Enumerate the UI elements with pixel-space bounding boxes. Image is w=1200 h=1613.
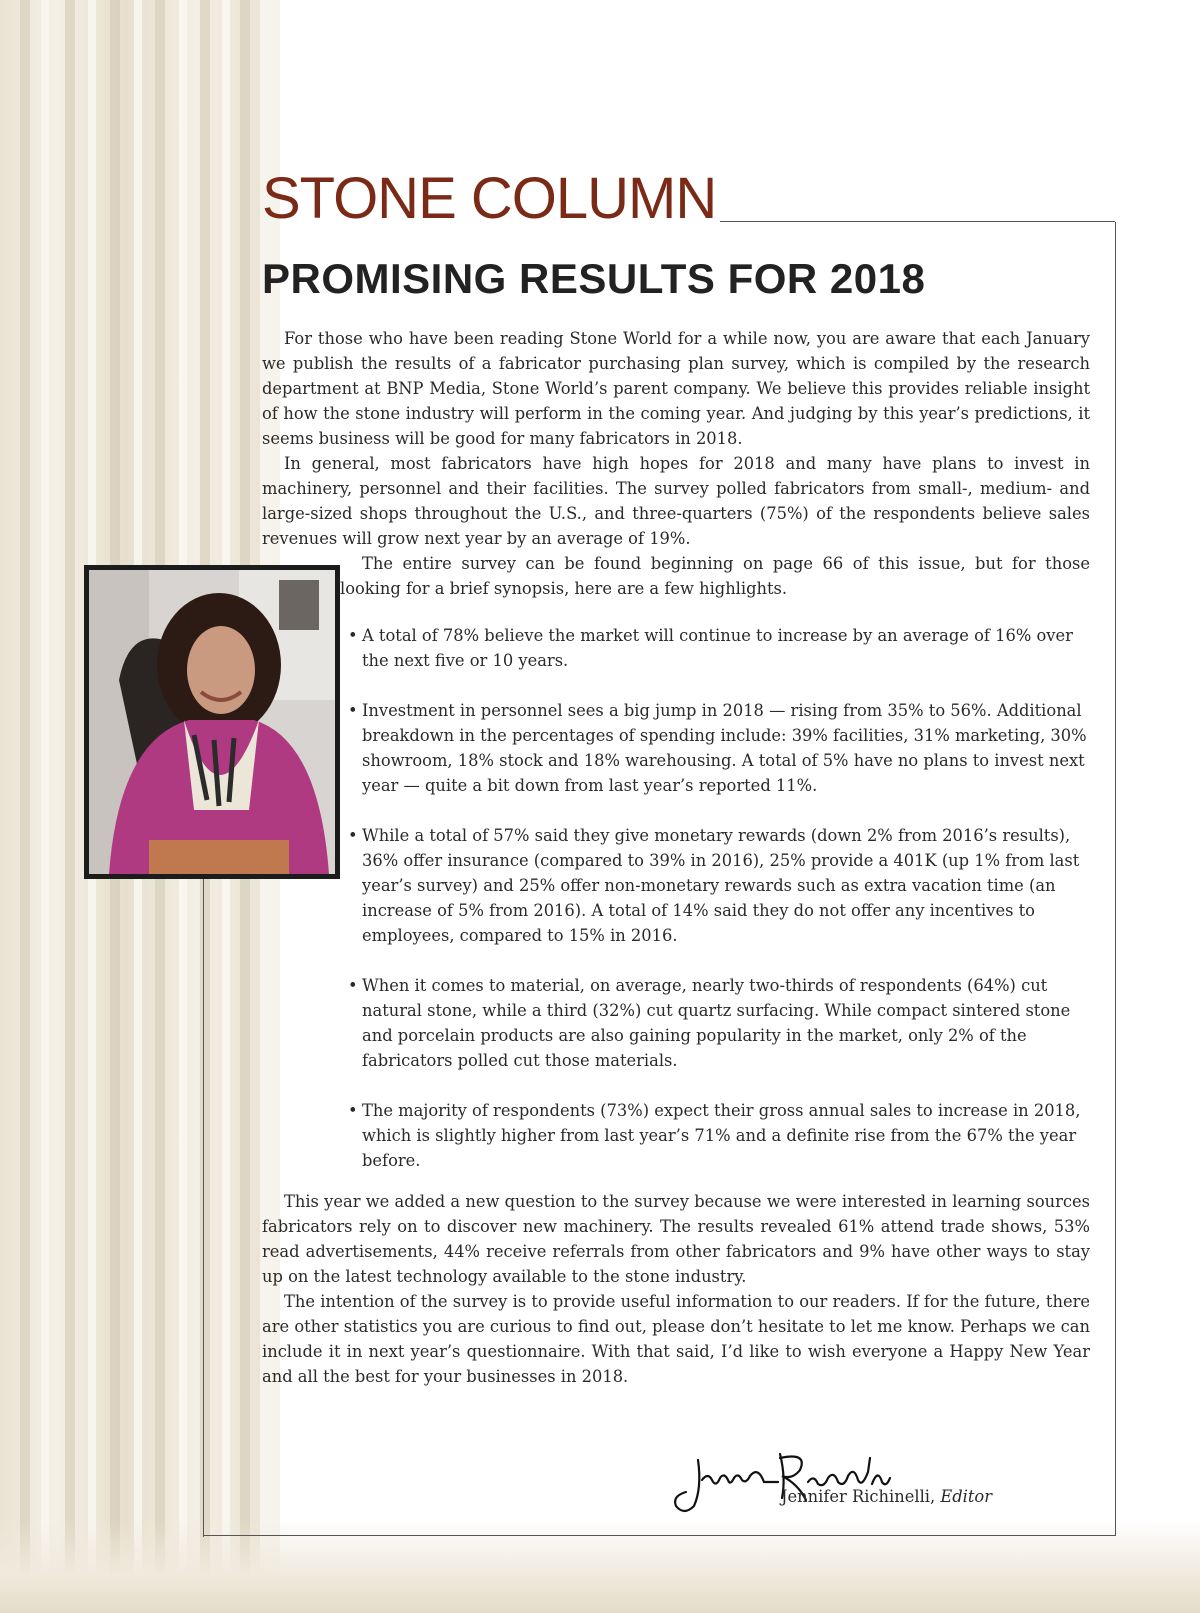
section-kicker: STONE COLUMN	[262, 166, 717, 231]
editor-signature	[668, 1448, 908, 1518]
closing-paragraph-1: This year we added a new question to the survey because we were interested in learning sources fabricators rely on to discover new machinery. The results revealed 61% attend trade shows, 53% read advertisements, 44% receive referrals from other fabricators and 9% have other ways to stay up on the latest technology available to the stone industry.	[262, 1192, 1090, 1286]
intro-paragraph-1: For those who have been reading Stone World for a while now, you are aware that each January we publish the results of a fabricator purchasing plan survey, which is compiled by the research department at BNP Media, Stone World’s parent company. We believe this provides reliable insight of how the stone industry will perform in the coming year. And judging by this year’s predictions, it seems business will be good for many fabricators in 2018.	[262, 329, 1090, 448]
highlights-list	[348, 623, 1088, 1198]
editor-name: Jennifer Richinelli,	[781, 1487, 936, 1506]
list-item: • The majority of respondents (73%) expect their gross annual sales to increase in 2018, which is slightly higher from last year’s 71% and a definite rise from the 67% the year before.	[348, 1098, 1088, 1173]
intro-paragraph-3: The entire survey can be found beginning on page 66 of this issue, but for those looking for a brief synopsis, here are a few highlights.	[340, 554, 1090, 598]
list-item: • While a total of 57% said they give monetary rewards (down 2% from 2016’s results), 36% offer insurance (compared to 39% in 2016), 25% provide a 401K (up 1% from last year’s survey) and 25% offer non-monetary rewards such as extra vacation time (an increase of 5% from 2016). A total of 14% said they do not offer any incentives to employees, compared to 15% in 2016.	[348, 823, 1088, 948]
page-title: PROMISING RESULTS FOR 2018	[262, 255, 926, 302]
editor-portrait-illustration	[89, 570, 335, 874]
intro-text-narrow	[340, 551, 1090, 601]
frame-left-rule	[203, 869, 204, 1537]
signature-caption	[781, 1487, 992, 1506]
closing-text	[262, 1189, 1090, 1389]
editor-photo	[84, 565, 340, 879]
list-item: • A total of 78% believe the market will continue to increase by an average of 16% over the next five or 10 years.	[348, 623, 1088, 673]
frame-top-rule	[720, 221, 1115, 222]
intro-paragraph-2: In general, most fabricators have high hopes for 2018 and many have plans to invest in machinery, personnel and their facilities. The survey polled fabricators from small-, medium- and large-sized shops throughout the U.S., and three-quarters (75%) of the respondents believe sales revenues will grow next year by an average of 19%.	[262, 454, 1090, 548]
intro-text	[262, 326, 1090, 551]
closing-paragraph-2: The intention of the survey is to provide useful information to our readers. If for the future, there are other statistics you are curious to find out, please don’t hesitate to let me know. Perhaps we can include it in next year’s questionnaire. With that said, I’d like to wish everyone a Happy New Year and all the best for your businesses in 2018.	[262, 1292, 1090, 1386]
editor-title: Editor	[940, 1487, 992, 1506]
list-item: • When it comes to material, on average, nearly two-thirds of respondents (64%) cut natural stone, while a third (32%) cut quartz surfacing. While compact sintered stone and porcelain products are also gaining popularity in the market, only 2% of the fabricators polled cut those materials.	[348, 973, 1088, 1073]
list-item: • Investment in personnel sees a big jump in 2018 — rising from 35% to 56%. Additional breakdown in the percentages of spending include: 39% facilities, 31% marketing, 30% showroom, 18% stock and 18% warehousing. A total of 5% have no plans to invest next year — quite a bit down from last year’s reported 11%.	[348, 698, 1088, 798]
